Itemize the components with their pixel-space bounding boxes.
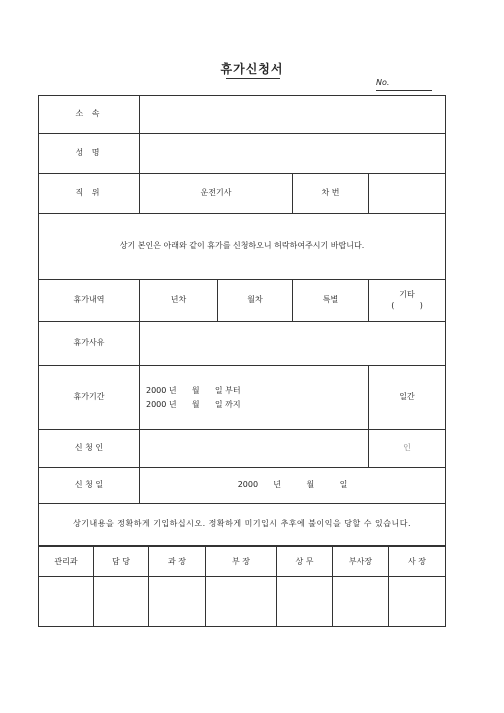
leave-type-monthly[interactable]: 월차 [218,280,293,322]
apply-date-row [39,468,446,504]
approval-header-row [39,547,446,577]
period-label: 휴가기간 [39,366,140,430]
leave-type-annual[interactable]: 년차 [140,280,218,322]
period-days[interactable]: 일간 [369,366,446,430]
position-row [39,174,446,214]
name-row [39,134,446,174]
approval-header-dept-head: 부 장 [206,547,277,577]
approval-sign-staff[interactable] [94,577,149,627]
document-number-label: No. [376,78,390,87]
reason-field[interactable] [140,322,446,366]
affiliation-label: 소 속 [39,96,140,134]
page-title: 휴가신청서 [220,62,284,76]
document-number-field[interactable] [376,78,432,91]
applicant-label: 신 청 인 [39,430,140,468]
notice-row [39,504,446,546]
leave-type-row [39,280,446,322]
reason-row [39,322,446,366]
leave-type-other[interactable] [369,280,446,322]
approval-header-president: 사 장 [389,547,446,577]
approval-signature-row [39,577,446,627]
approval-sign-dept-head[interactable] [206,577,277,627]
period-from: 2000 년 월 일 부터 [146,385,241,395]
car-number-field[interactable] [369,174,446,214]
approval-sign-admin[interactable] [39,577,94,627]
leave-type-label: 휴가내역 [39,280,140,322]
approval-sign-director[interactable] [277,577,333,627]
name-field[interactable] [140,134,446,174]
title-underline [226,78,280,79]
apply-date-label: 신 청 일 [39,468,140,504]
apply-date-value[interactable]: 2000 년 월 일 [140,468,446,504]
approval-sign-vice-president[interactable] [333,577,389,627]
approval-header-vice-president: 부사장 [333,547,389,577]
leave-type-other-paren: ( ) [391,300,423,310]
period-dates[interactable] [140,366,369,430]
affiliation-field[interactable] [140,96,446,134]
car-number-label: 차 번 [293,174,369,214]
affiliation-row [39,96,446,134]
notice-text: 상기내용을 정확하게 기입하십시오. 정확하게 미기입시 추후에 불이익을 당할 수 있습니다. [39,504,446,546]
seal-mark: 인 [369,430,446,468]
position-value[interactable]: 운전기사 [140,174,293,214]
approval-header-section-chief: 과 장 [149,547,206,577]
approval-header-director: 상 무 [277,547,333,577]
position-label: 직 위 [39,174,140,214]
period-to: 2000 년 월 일 까지 [146,399,241,409]
applicant-row [39,430,446,468]
reason-label: 휴가사유 [39,322,140,366]
request-statement: 상기 본인은 아래와 같이 휴가를 신청하오니 허락하여주시기 바랍니다. [39,214,446,280]
approval-table [38,546,446,627]
request-statement-row [39,214,446,280]
approval-sign-section-chief[interactable] [149,577,206,627]
leave-type-special[interactable]: 특별 [293,280,369,322]
approval-header-admin: 관리과 [39,547,94,577]
approval-sign-president[interactable] [389,577,446,627]
applicant-field[interactable] [140,430,369,468]
name-label: 성 명 [39,134,140,174]
leave-type-other-label: 기타 [399,290,415,300]
period-row [39,366,446,430]
approval-header-staff: 담 당 [94,547,149,577]
leave-request-form [38,95,446,546]
